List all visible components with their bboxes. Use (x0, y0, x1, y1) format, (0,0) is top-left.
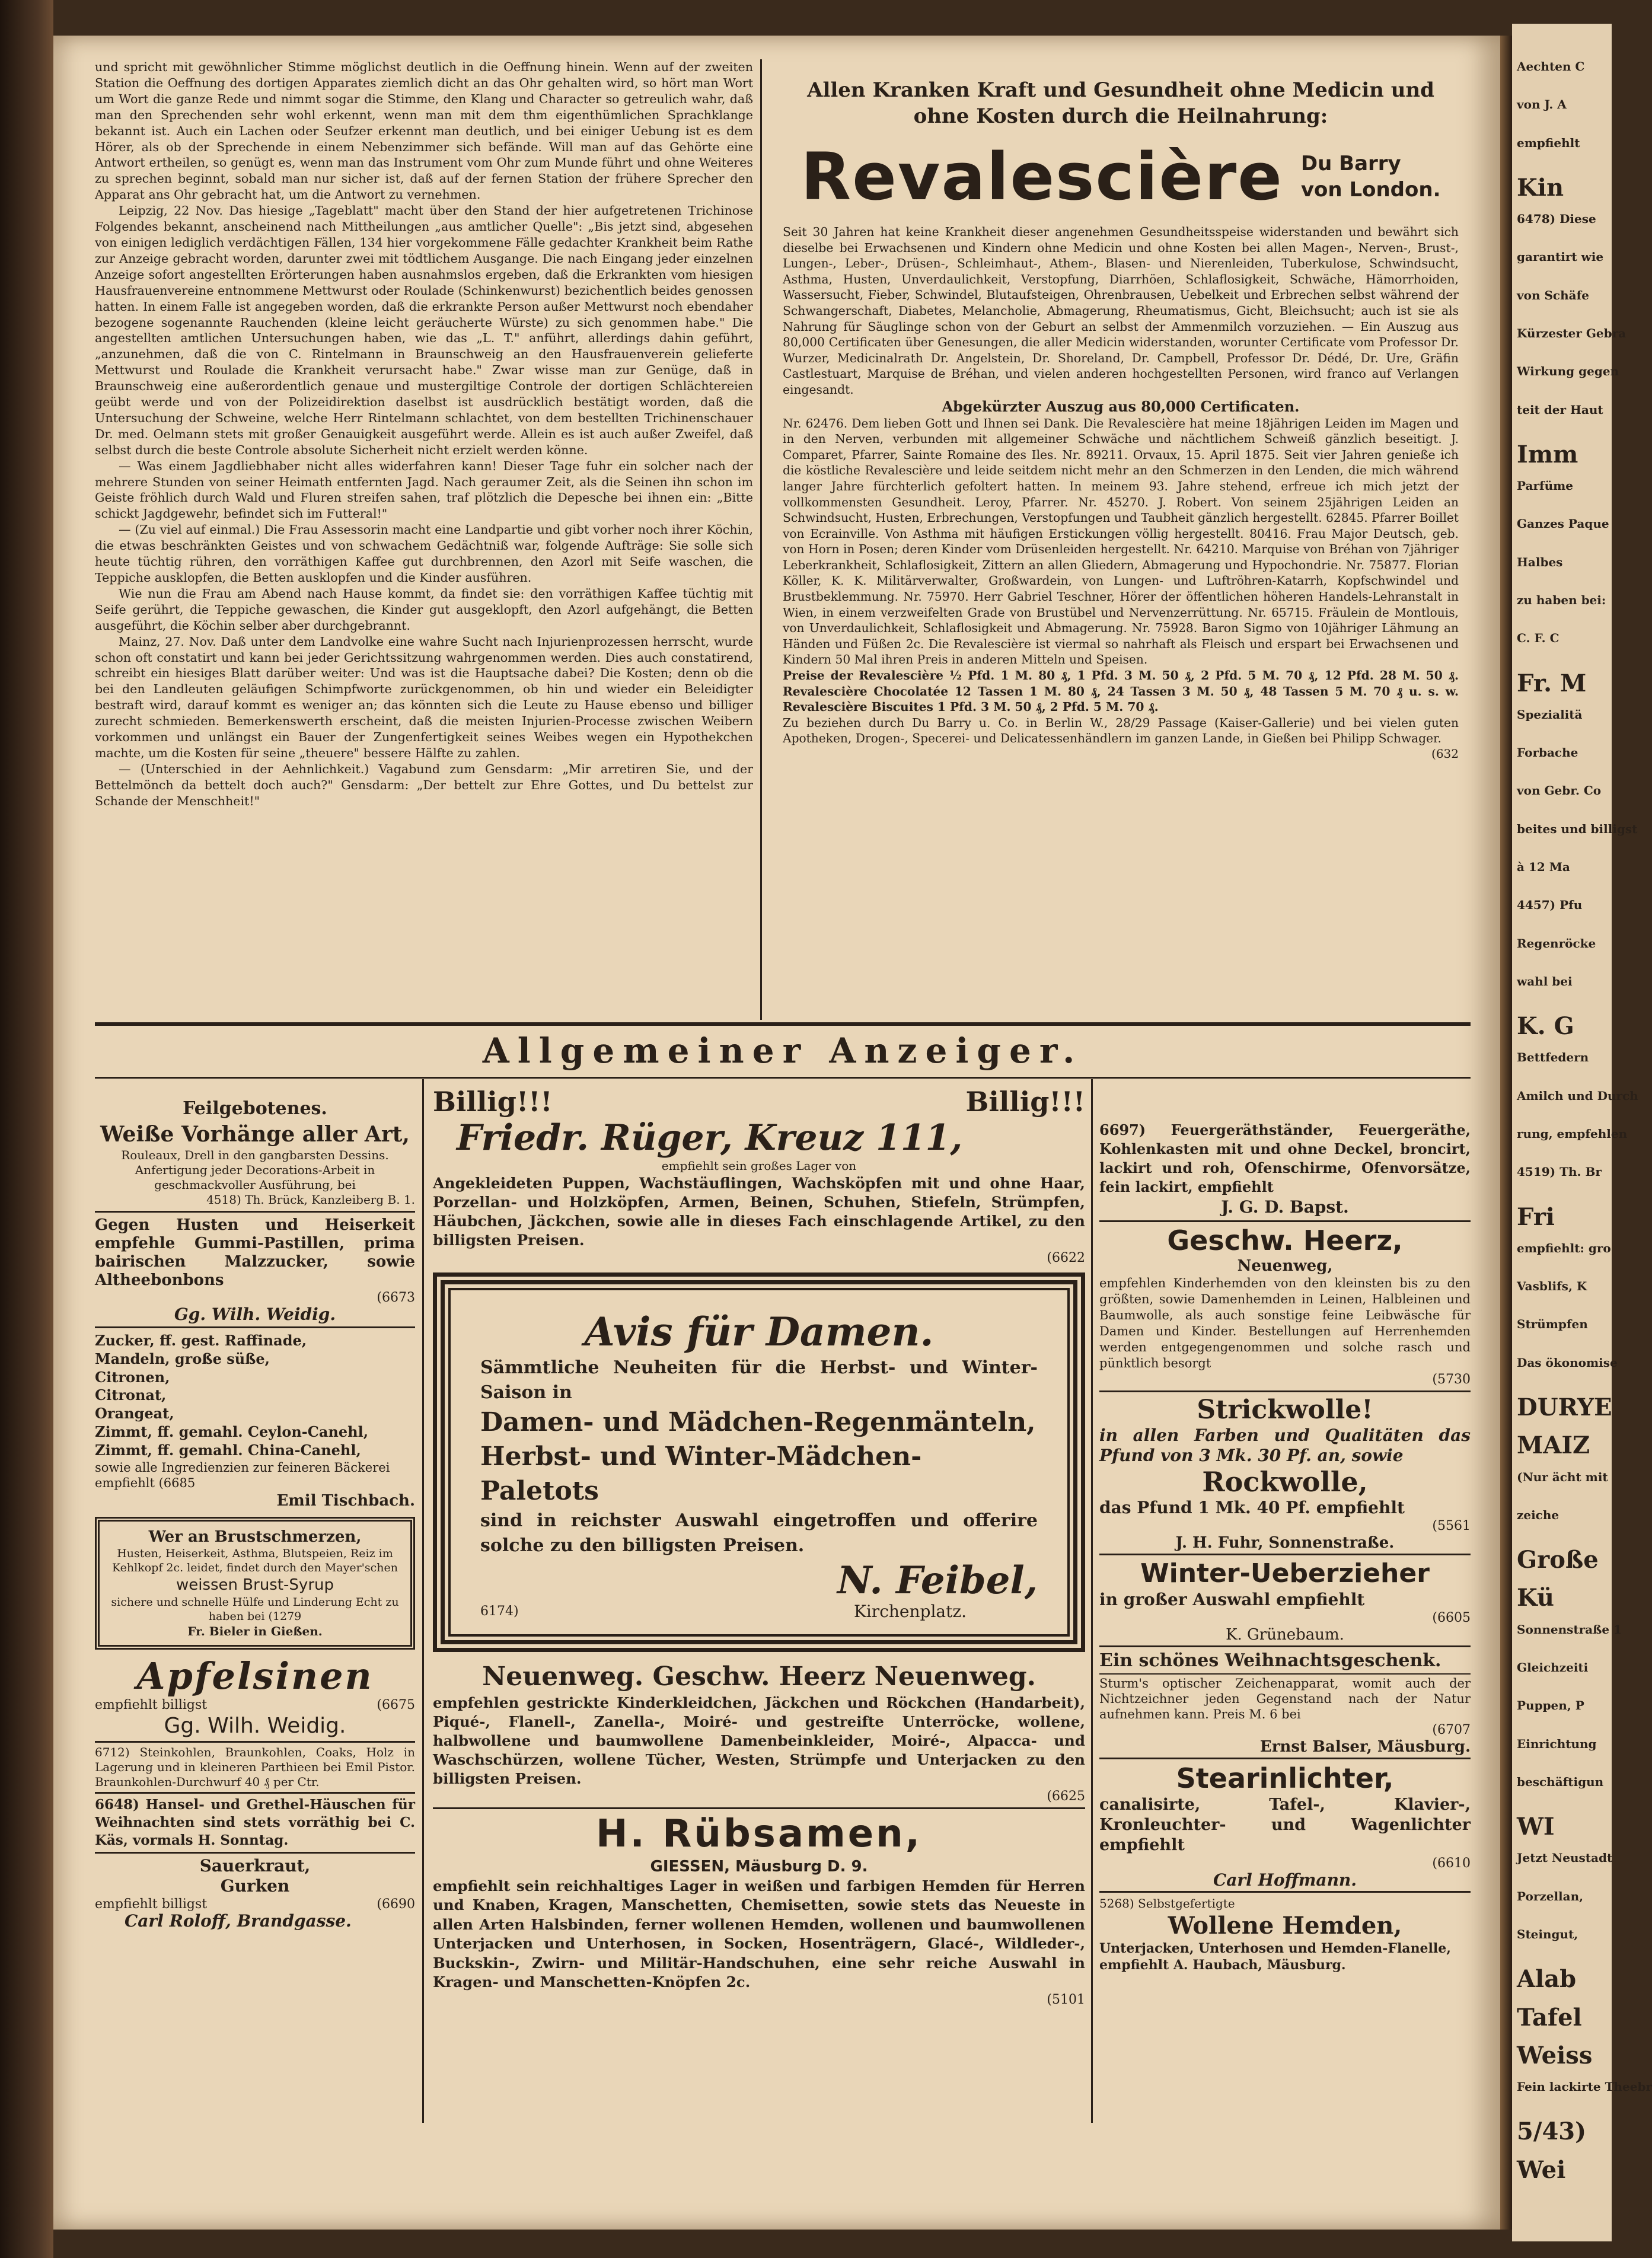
feilgebotenes-heading: Feilgebotenes. (183, 1098, 327, 1119)
ruebsamen-ref: (5101 (1047, 1992, 1085, 2008)
avis-box (433, 1272, 1085, 1652)
article-paragraph: — Was einem Jagdliebhaber nicht alles widerfahren kann! Dieser Tage fuhr ein solcher nach der mehrere Stunden von seiner Heimath entfernten Jagd. Nach geraumer Zeit, als die Seinen ihn schon im Geiste fröhlich durch Wald und Fluren streifen sahen, traf plötzlich die Depesche bei ihnen ein: „Bitte schickt Jagdgewehr, befindet sich im Futteral!" (95, 458, 753, 521)
zucker-signature: Emil Tischbach. (276, 1491, 415, 1510)
vorhaenge-body: Rouleaux, Drell in den gangbarsten Dessins. Anfertigung jeder Decorations-Arbeit in geschmackvoller Ausführung, bei (121, 1148, 389, 1192)
strickwolle-body: in allen Farben und Qualitäten das Pfund von 3 Mk. 30 Pf. an, sowie (1099, 1425, 1471, 1465)
sauerkraut-row (95, 1896, 415, 1913)
winter-title: Winter-Ueberzieher (1140, 1558, 1430, 1589)
wolle-body: Unterjacken, Unterhosen und Hemden-Flanelle, empfiehlt A. Haubach, Mäusburg. (1099, 1941, 1451, 1973)
next-page-line: wahl bei (1517, 974, 1573, 988)
heerz2-sub: Neuenweg, (1237, 1257, 1333, 1275)
left-article (95, 59, 753, 809)
avis-line-3: Herbst- und Winter-Mädchen-Paletots (480, 1441, 922, 1506)
sturm-signature: Ernst Balser, Mäusburg. (1259, 1738, 1471, 1756)
next-page-line: Einrichtung (1517, 1736, 1597, 1751)
haensel-ad: 6648) Hansel- und Grethel-Häuschen für Weihnachten sind stets vorräthig bei C. Käs, vormals H. Sonntag. (95, 1796, 415, 1848)
maker-line: Du Barry (1300, 152, 1401, 176)
next-page-line: MAIZ (1517, 1431, 1590, 1460)
section-rule-top (95, 1022, 1471, 1026)
article-paragraph: — (Zu viel auf einmal.) Die Frau Assessorin macht eine Landpartie und gibt vorher noch ihrer Köchin, die etwas beschränkten Geistes und von schwachem Gedächtniß war, folgende Aufträge: Sie solle sich heute tüchtig rühren, den vorräthigen Kaffee gut durchbrennen, den Azorl mit Seife waschen, die Teppiche ausklopfen, die Betten ausklopfen und die Kinder ausführen. (95, 522, 753, 585)
next-page-line: Parfüme (1517, 479, 1574, 493)
heerz2-ref: (5730 (1432, 1372, 1471, 1387)
next-page-line: DURYE (1517, 1393, 1612, 1421)
ruebsamen-body: empfiehlt sein reichhaltiges Lager in weißen und farbigen Hemden für Herren und Knaben, Kragen, Manschetten, Chemisetten, sowie stets das Neueste in allen Arten Halsbinden, ferner wollenen Hemden, wollenen und baumwollenen Unterjacken und Unterhosen, in Socken, Hosenträgern, Glacé-, Wildleder-, Buckskin-, Zwirn- und Militär-Handschuhen, eine sehr reiche Auswahl in Kragen- und Manschetten-Knöpfen 2c. (433, 1877, 1085, 1991)
next-page-line: garantirt wie (1517, 250, 1604, 264)
sturm-ref: (6707 (1432, 1723, 1471, 1737)
sauerkraut-title: Sauerkraut, (199, 1855, 311, 1876)
feuer-signature: J. G. D. Bapst. (1221, 1197, 1349, 1217)
rueger-ref: (6622 (1047, 1251, 1085, 1265)
page-gutter (1500, 36, 1512, 2230)
column-rule (1091, 1079, 1093, 2123)
sturm-ad: Sturm's optischer Zeichenapparat, womit auch der Nichtzeichner jeden Gegenstand nach der Natur aufnehmen kann. Preis M. 6 bei (1099, 1676, 1471, 1721)
next-page-line: Sonnenstraße 1 (1517, 1622, 1622, 1637)
winter-ref: (6605 (1432, 1610, 1471, 1625)
next-page-line: beschäftigun (1517, 1774, 1604, 1789)
next-page-line: à 12 Ma (1517, 860, 1570, 874)
wolle-title: Wollene Hemden, (1168, 1912, 1402, 1940)
next-page-line: Fri (1517, 1203, 1555, 1231)
next-page-line: 5/43) (1517, 2117, 1587, 2146)
next-page-line: 4519) Th. Br (1517, 1165, 1602, 1179)
stearin-title: Stearinlichter, (1176, 1762, 1394, 1794)
zucker-line: Citronat, (95, 1386, 167, 1404)
next-page-line: von Schäfe (1517, 288, 1589, 302)
newspaper-page (53, 36, 1500, 2230)
heerz2-body: empfehlen Kinderhemden von den kleinsten bis zu den größten, sowie Damenhemden in Leinen, Halbleinen und Baumwolle, als auch sonstige feine Leibwäsche für Damen und Kinder. Bestellungen auf Herrenhemden werden entgegengenommen und solche rasch und pünktlich besorgt (1099, 1276, 1471, 1370)
next-page-line: zeiche (1517, 1507, 1559, 1522)
next-page-line: Wirkung gegen (1517, 364, 1619, 379)
section-rule-bottom (95, 1077, 1471, 1079)
zucker-list (95, 1332, 415, 1491)
ad-column-3 (1099, 1085, 1471, 2129)
next-page-line: von J. A (1517, 97, 1567, 112)
zucker-line: Orangeat, (95, 1405, 174, 1423)
revalesciere-brand-row (771, 139, 1471, 215)
brust-box (95, 1517, 415, 1650)
avis-ref: 6174) (480, 1604, 519, 1619)
next-page-line: C. F. C (1517, 631, 1559, 646)
ruebsamen-address: GIESSEN, Mäusburg D. 9. (650, 1858, 868, 1876)
next-page-line: Puppen, P (1517, 1698, 1584, 1713)
next-page-line: Fein lackirte Theebr (1517, 2080, 1652, 2094)
zucker-line: Zimmt, ff. gemahl. China-Canehl, (95, 1441, 361, 1459)
heerz-ref: (6625 (1047, 1789, 1085, 1804)
billig-left: Billig!!! (433, 1086, 553, 1118)
weihnachts-title: Ein schönes Weihnachtsgeschenk. (1099, 1650, 1441, 1671)
heerz2-title: Geschw. Heerz, (1167, 1224, 1403, 1256)
next-page-line: Fr. M (1517, 669, 1587, 697)
next-page-line: Amilch und Durch (1517, 1088, 1638, 1103)
rockwolle-ref: (5561 (1432, 1519, 1471, 1533)
next-page-line: Porzellan, (1517, 1889, 1584, 1903)
brust-signature: Fr. Bieler in Gießen. (187, 1624, 323, 1638)
ad-column-2 (433, 1085, 1085, 2129)
next-page-line: teit der Haut (1517, 402, 1603, 417)
rockwolle-body: das Pfund 1 Mk. 40 Pf. empfiehlt (1099, 1498, 1405, 1517)
billig-right: Billig!!! (965, 1086, 1085, 1118)
next-page-line: Tafel (1517, 2003, 1582, 2031)
next-page-line: Jetzt Neustadt (1517, 1851, 1613, 1865)
revalesciere-ad (771, 59, 1471, 1020)
avis-line-1: Sämmtliche Neuheiten für die Herbst- und Winter-Saison in (480, 1357, 1038, 1403)
brust-product: weissen Brust-Syrup (176, 1576, 334, 1594)
next-page-line: empfiehlt: gro (1517, 1240, 1611, 1255)
kohlen-ad: 6712) Steinkohlen, Braunkohlen, Coaks, Holz in Lagerung und in kleineren Parthieen bei Emil Pistor. Braunkohlen-Durchwurf 40 ₰ per Ctr. (95, 1744, 415, 1789)
avis-signature: N. Feibel, (837, 1558, 1038, 1603)
vorhaenge-title: Weiße Vorhänge aller Art, (100, 1122, 410, 1147)
revalesciere-certificates: Nr. 62476. Dem lieben Gott und Ihnen sei Dank. Die Revalescière hat meine 18jährigen Leiden im Magen und in den Nerven, verbunden mit allgemeiner Schwäche und nächtlichem Schweiß gänzlich beseitigt. J. Comparet, Pfarrer, Sainte Romaine des Iles. Nr. 89211. Orvaux, 15. April 1875. Seit vier Jahren genieße ich die köstliche Revalescière und leide seitdem nicht mehr an den Schmerzen in den Lenden, die mich während langer Jahre fürchterlich gefoltert hatten. In meinem 93. Jahre stehend, erfreue ich mich jetzt der vollkommensten Gesundheit. Leroy, Pfarrer. Nr. 45270. J. Robert. Von seinem 25jährigen Leiden an Schwindsucht, Husten, Erbrechungen, Verstopfungen und Taubheit gänzlich hergestellt. 62845. Pfarrer Boillet von Ecrainville. Von Asthma mit häufigen Erstickungen völlig hergestellt. 80416. Frau Major Deutsch, geb. von Horn in Posen; deren Kinder vom Drüsenleiden hergestellt. Nr. 64210. Marquise von Bréhan von 7jähriger Leberkrankheit, Schlaflosigkeit, Zittern an allen Gliedern, Abmagerung und Hypochondrie. Nr. 75877. Florian Köller, K. K. Militärverwalter, Großwardein, von Lungen- und Luftröhren-Katarrh, Kopfschwindel und Brustbeklemmung. Nr. 75970. Herr Gabriel Teschner, Hörer der öffentlichen höheren Handels-Lehranstalt in Wien, in einem verzweifelten Grade von Brustübel und Nervenzerrüttung. Nr. 65715. Fräulein de Montlouis, von Unverdaulichkeit, Schlaflosigkeit und Abmagerung. Nr. 75928. Baron Sigmo von 10jähriger Lähmung an Händen und Füßen 2c. Die Revalescière ist viermal so nahrhaft als Fleisch und erspart bei Erwachsenen und Kindern 50 Mal ihren Preis in anderen Mitteln und Speisen. (783, 416, 1459, 667)
next-page-line: Halbes (1517, 554, 1563, 569)
rueger-body: Angekleideten Puppen, Wachstäuflingen, Wachsköpfen mit und ohne Haar, Porzellan- und Holzköpfen, Armen, Beinen, Schuhen, Stiefeln, Strümpfen, Häubchen, Jäckchen, sowie alle in dieses Fach einschlagende Artikel, zu den billigsten Preisen. (433, 1175, 1085, 1249)
next-page-line: 6478) Diese (1517, 212, 1596, 227)
next-page-line: zu haben bei: (1517, 593, 1606, 607)
next-page-line: Bettfedern (1517, 1050, 1589, 1065)
article-paragraph: — (Unterschied in der Aehnlichkeit.) Vagabund zum Gensdarm: „Mir arretiren Sie, und der Bettelmönch da bettelt doch auch?" Gensdarm: „Der bettelt zur Ehre Gottes, und Du bettelst zur Schande der Menschheit!" (95, 761, 753, 808)
next-page-line: von Gebr. Co (1517, 783, 1602, 798)
gurken-title: Gurken (220, 1876, 290, 1896)
next-page-line: Gleichzeiti (1517, 1660, 1589, 1675)
next-page-line: beites und billigst (1517, 821, 1638, 836)
next-page-line: Vasblifs, K (1517, 1279, 1587, 1294)
apfelsinen-title: Apfelsinen (136, 1654, 374, 1698)
wolle-pre: 5268) Selbstgefertigte (1099, 1896, 1235, 1911)
apfelsinen-body: empfiehlt billigst (95, 1697, 208, 1712)
column-rule (760, 59, 762, 1020)
zucker-line: Citronen, (95, 1368, 170, 1386)
section-title: Allgemeiner Anzeiger. (482, 1031, 1083, 1071)
next-page-line: Strümpfen (1517, 1317, 1588, 1332)
next-page-line: Alab (1517, 1965, 1577, 1994)
next-page-line: 4457) Pfu (1517, 898, 1583, 913)
next-page-line: Ganzes Paque (1517, 516, 1609, 531)
rueger-name: Friedr. Rüger, Kreuz 111, (457, 1117, 963, 1159)
maker-line: von London. (1300, 178, 1441, 202)
next-page-line: (Nur ächt mit (1517, 1469, 1608, 1484)
avis-title: Avis für Damen. (584, 1309, 934, 1355)
next-page-edge (1512, 24, 1652, 2241)
next-page-line: Das ökonomise (1517, 1355, 1618, 1370)
revalesciere-headline: Allen Kranken Kraft und Gesundheit ohne Medicin und ohne Kosten durch die Heilnahrung: (807, 78, 1434, 128)
next-page-line: Aechten C (1517, 59, 1585, 74)
apfelsinen-row (95, 1697, 415, 1714)
ruebsamen-name: H. Rübsamen, (595, 1812, 923, 1856)
sauerkraut-ref: (6690 (377, 1896, 415, 1912)
billig-row (433, 1085, 1085, 1118)
next-page-line: K. G (1517, 1012, 1574, 1041)
zucker-line: sowie alle Ingredienzien zur feineren Bäckerei empfiehlt (6685 (95, 1460, 390, 1490)
revalesciere-footer: Zu beziehen durch Du Barry u. Co. in Berlin W., 28/29 Passage (Kaiser-Gallerie) und bei vielen guten Apotheken, Drogen-, Specerei- und Delicatessenhändlern im ganzen Lande, in Gießen bei Philipp Schwager. (783, 715, 1459, 746)
next-page-line: Kü (1517, 1584, 1554, 1612)
heerz-body: empfehlen gestrickte Kinderkleidchen, Jäckchen und Röckchen (Handarbeit), Piqué-, Flanell-, Zanella-, Moiré- und gestreifte Unterröcke, wollene, halbwollene und baumwollene Damenbeinkleider, Moiré-, Alpacca- und Waschschürzen, wollene Tücher, Westen, Strümpfe und Unterjacken zu den billigsten Preisen. (433, 1694, 1085, 1787)
husten-ref: (6673 (377, 1290, 415, 1305)
next-page-line: Regenröcke (1517, 936, 1596, 951)
stearin-body: canalisirte, Tafel-, Klavier-, Kronleuchter- und Wagenlichter empfiehlt (1099, 1795, 1471, 1854)
avis-footer (480, 1603, 1038, 1620)
zucker-line: Zimmt, ff. gemahl. Ceylon-Canehl, (95, 1423, 369, 1440)
next-page-line: Spezialitä (1517, 707, 1583, 722)
sauerkraut-signature: Carl Roloff, Brandgasse. (125, 1911, 352, 1931)
next-page-line: Kürzester Gebra (1517, 326, 1627, 340)
winter-signature: K. Grünebaum. (1226, 1626, 1344, 1644)
strickwolle-title: Strickwolle! (1197, 1395, 1373, 1425)
apfelsinen-signature: Gg. Wilh. Weidig. (164, 1713, 346, 1738)
stearin-signature: Carl Hoffmann. (1213, 1870, 1357, 1890)
brust-body: Husten, Heiserkeit, Asthma, Blutspeien, Reiz im Kehlkopf 2c. leidet, findet durch den Mayer'schen (111, 1546, 398, 1574)
stearin-ref: (6610 (1432, 1856, 1471, 1871)
book-binding (0, 0, 53, 2258)
brust-body2: sichere und schnelle Hülfe und Linderung Echt zu haben bei (1279 (111, 1595, 399, 1623)
heerz-heading: Neuenweg. Geschw. Heerz Neuenweg. (482, 1661, 1036, 1692)
avis-line-2: Damen- und Mädchen-Regenmänteln, (480, 1407, 1036, 1437)
brust-heading: Wer an Brustschmerzen, (148, 1527, 362, 1546)
zucker-line: Zucker, ff. gest. Raffinade, (95, 1332, 307, 1349)
revalesciere-ref: (632 (1431, 747, 1459, 761)
revalesciere-maker (1301, 151, 1441, 203)
article-paragraph: Wie nun die Frau am Abend nach Hause kommt, da findet sie: den vorräthigen Kaffee tüchtig mit Seife gerührt, die Teppiche gewaschen, die Kinder gut ausgeklopft, den Azorl aufgehängt, die Betten ausgeführt, die Köchin selber aber durchgebrannt. (95, 586, 753, 633)
rockwolle-title: Rockwolle, (1202, 1466, 1368, 1498)
avis-place: Kirchenplatz. (853, 1602, 967, 1621)
next-page-line: Forbache (1517, 745, 1578, 760)
next-page-line: rung, empfehlen (1517, 1127, 1628, 1141)
sauerkraut-body: empfiehlt billigst (95, 1896, 208, 1912)
husten-body: Gegen Husten und Heiserkeit empfehle Gummi-Pastillen, prima bairischen Malzzucker, sowie Altheebonbons (95, 1216, 415, 1289)
next-page-line: Imm (1517, 440, 1578, 468)
revalesciere-brand: Revalescière (801, 139, 1283, 215)
next-page-line: Steingut, (1517, 1927, 1578, 1941)
rockwolle-signature: J. H. Fuhr, Sonnenstraße. (1175, 1534, 1395, 1552)
revalesciere-intro: Seit 30 Jahren hat keine Krankheit dieser angenehmen Gesundheitsspeise widerstanden und bewährt sich dieselbe bei Erwachsenen und Kindern ohne Medicin und ohne Kosten bei allen Magen-, Nerven-, Brust-, Lungen-, Leber-, Drüsen-, Schleimhaut-, Athem-, Blasen- und Nierenleiden, Tuberkulose, Schwindsucht, Asthma, Husten, Unverdaulichkeit, Verstopfung, Diarrhöen, Schlaflosigkeit, Schwäche, Hämorrhoiden, Wassersucht, Fieber, Schwindel, Blutaufsteigen, Ohrenbrausen, Uebelkeit und Erbrechen selbst während der Schwangerschaft, Diabetes, Melancholie, Abmagerung, Rheumatismus, Gicht, Bleichsucht; auch ist sie als Nahrung für Säuglinge schon von der Geburt an selbst der Ammenmilch vorzuziehen. — Ein Auszug aus 80,000 Certificaten über Genesungen, die aller Medicin widerstanden, worunter Certificate vom Professor Dr. Wurzer, Medicinalrath Dr. Angelstein, Dr. Shoreland, Dr. Campbell, Professor Dr. Dédé, Dr. Ure, Gräfin Castlestuart, Marquise de Bréhan, und vielen anderen hochgestellten Personen, wird franco auf Verlangen eingesandt. (783, 225, 1459, 397)
feuer-ad: 6697) Feuergeräthständer, Feuergeräthe, Kohlenkasten mit und ohne Deckel, broncirt, lackirt und roh, Ofenschirme, Ofenvorsätze, fein lackirt, empfiehlt (1099, 1121, 1471, 1195)
husten-signature: Gg. Wilh. Weidig. (174, 1305, 336, 1324)
article-paragraph: Mainz, 27. Nov. Daß unter dem Landvolke eine wahre Sucht nach Injurienprozessen herrscht, wurde schon oft constatirt und kann bei jeder Gerichtssitzung wahrgenommen werden. Dies auch constatirend, schreibt ein hiesiges Blatt darüber weiter: Und was ist die Hauptsache dabei? Die Kosten; denn ob die bei den Landleuten geläufigen Schimpfworte zurückgenommen, ob hin und wieder ein Beleidigter bestraft wird, darauf kommt es weniger an; das könnten sich die Leute zu Hause ebenso und billiger zurecht schmieden. Bemerkenswerth erscheint, daß die meisten Injurien-Processe zwischen Weibern vorkommen und unlängst ein Bauer der Zungenfertigkeit seines Weibes wegen ein Hypothekchen machte, um die Kosten für seine „theuere" bessere Hälfte zu zahlen. (95, 634, 753, 760)
column-rule (422, 1079, 424, 2123)
rueger-sub: empfiehlt sein großes Lager von (661, 1159, 857, 1173)
ad-column-1 (95, 1085, 415, 2129)
apfelsinen-ref: (6675 (377, 1697, 415, 1712)
next-page-line: Wei (1517, 2155, 1566, 2184)
revalesciere-extract-title: Abgekürzter Auszug aus 80,000 Certificaten. (942, 397, 1300, 415)
next-page-line: Große (1517, 1546, 1599, 1574)
article-paragraph: und spricht mit gewöhnlicher Stimme möglichst deutlich in die Oeffnung hinein. Wenn auf der zweiten Station die Oeffnung des dortigen Apparates ziemlich dicht an das Ohr gehalten wird, so hört man Wort um Wort die ganze Rede und nimmt sogar die Stimme, den Klang und Character so getreulich wahr, daß man den Sprechenden sehr wohl erkennt, wenn man mit dem thm eigenthümlichen Sprachklange bekannt ist. Auch ein Lachen oder Seufzer erkennt man deutlich, und bei einiger Uebung ist es dem Hörer, als ob der Sprechende in einem Nebenzimmer sich befände. Will man auf das Gehörte eine Antwort ertheilen, so genügt es, wenn man das Instrument vom Ohr zum Munde führt und ohne Weiteres zu sprechen beginnt, sobald man nur sicher ist, daß auf der fernen Station der frühere Sprecher den Apparat ans Ohr gebracht hat, um die Antwort zu vernehmen. (95, 60, 753, 202)
next-page-line: WI (1517, 1813, 1555, 1841)
avis-line-4: sind in reichster Auswahl eingetroffen und offerire solche zu den billigsten Preisen. (480, 1510, 1038, 1556)
next-page-line: Weiss (1517, 2041, 1593, 2069)
article-paragraph: Leipzig, 22 Nov. Das hiesige „Tageblatt" macht über den Stand der hier aufgetretenen Trichinose Folgendes bekannt, anscheinend nach Mittheilungen „aus amtlicher Quelle": „Bis jetzt sind, abgesehen von einigen lediglich verdächtigen Fällen, 134 hier vorgekommene Fälle gedachter Krankheit beim Rathe zur Anzeige gebracht worden, darunter zwei mit tödtlichem Ausgange. Die nach Eingang jeder einzelnen Anzeige sofort angestellten Erörterungen haben ausnahmslos ergeben, daß die Erkrankten vom hiesigen Hausfrauenvereine entnommene Mettwurst oder Roulade (Schinkenwurst) bezichentlich beides genossen hatten. In einem Falle ist angegeben worden, daß die erkrankte Person außer Mettwurst noch ebendaher bezogene sogenannte Rauchenden (kleine leicht geräucherte Würste) zu sich genommen habe." Die angestellten amtlichen Untersuchungen haben, wie das „L. T." anführt, allerdings dahin geführt, „anzunehmen, daß die von C. Rintelmann in Braunschweig an den Hausfrauenverein gelieferte Mettwurst und Roulade die Krankheit verursacht habe." Zwar wisse man zur Genüge, daß in Braunschweig eine außerordentlich genaue und mustergiltige Controle der dortigen Schlächtereien geübt werde und von der Polizeidirektion daselbst ist ausdrücklich bestätigt worden, daß die Untersuchung der Schweine, welche Herr Rintelmann schlachtet, von dem bestellten Trichinenschauer Dr. med. Oelmann stets mit großer Genauigkeit ausgeführt werde. Allein es ist auch außer Zweifel, daß selbst durch die beste Controle absolute Sicherheit nicht erzielt werden könne. (95, 203, 753, 457)
next-page-line: Kin (1517, 173, 1564, 202)
winter-body: in großer Auswahl empfiehlt (1099, 1590, 1365, 1609)
zucker-line: Mandeln, große süße, (95, 1350, 270, 1367)
next-page-line: empfiehlt (1517, 135, 1580, 150)
revalesciere-prices: Preise der Revalescière ½ Pfd. 1 M. 80 ₰, 1 Pfd. 3 M. 50 ₰, 2 Pfd. 5 M. 70 ₰, 12 Pfd. 28 M. 50 ₰. Revalescière Chocolatée 12 Tassen 1 M. 80 ₰, 24 Tassen 3 M. 50 ₰, 48 Tassen 5 M. 70 ₰ u. s. w. Revalescière Biscuites 1 Pfd. 3 M. 50 ₰, 2 Pfd. 5 M. 70 ₰. (783, 668, 1459, 715)
vorhaenge-signature: 4518) Th. Brück, Kanzleiberg B. 1. (206, 1192, 415, 1207)
